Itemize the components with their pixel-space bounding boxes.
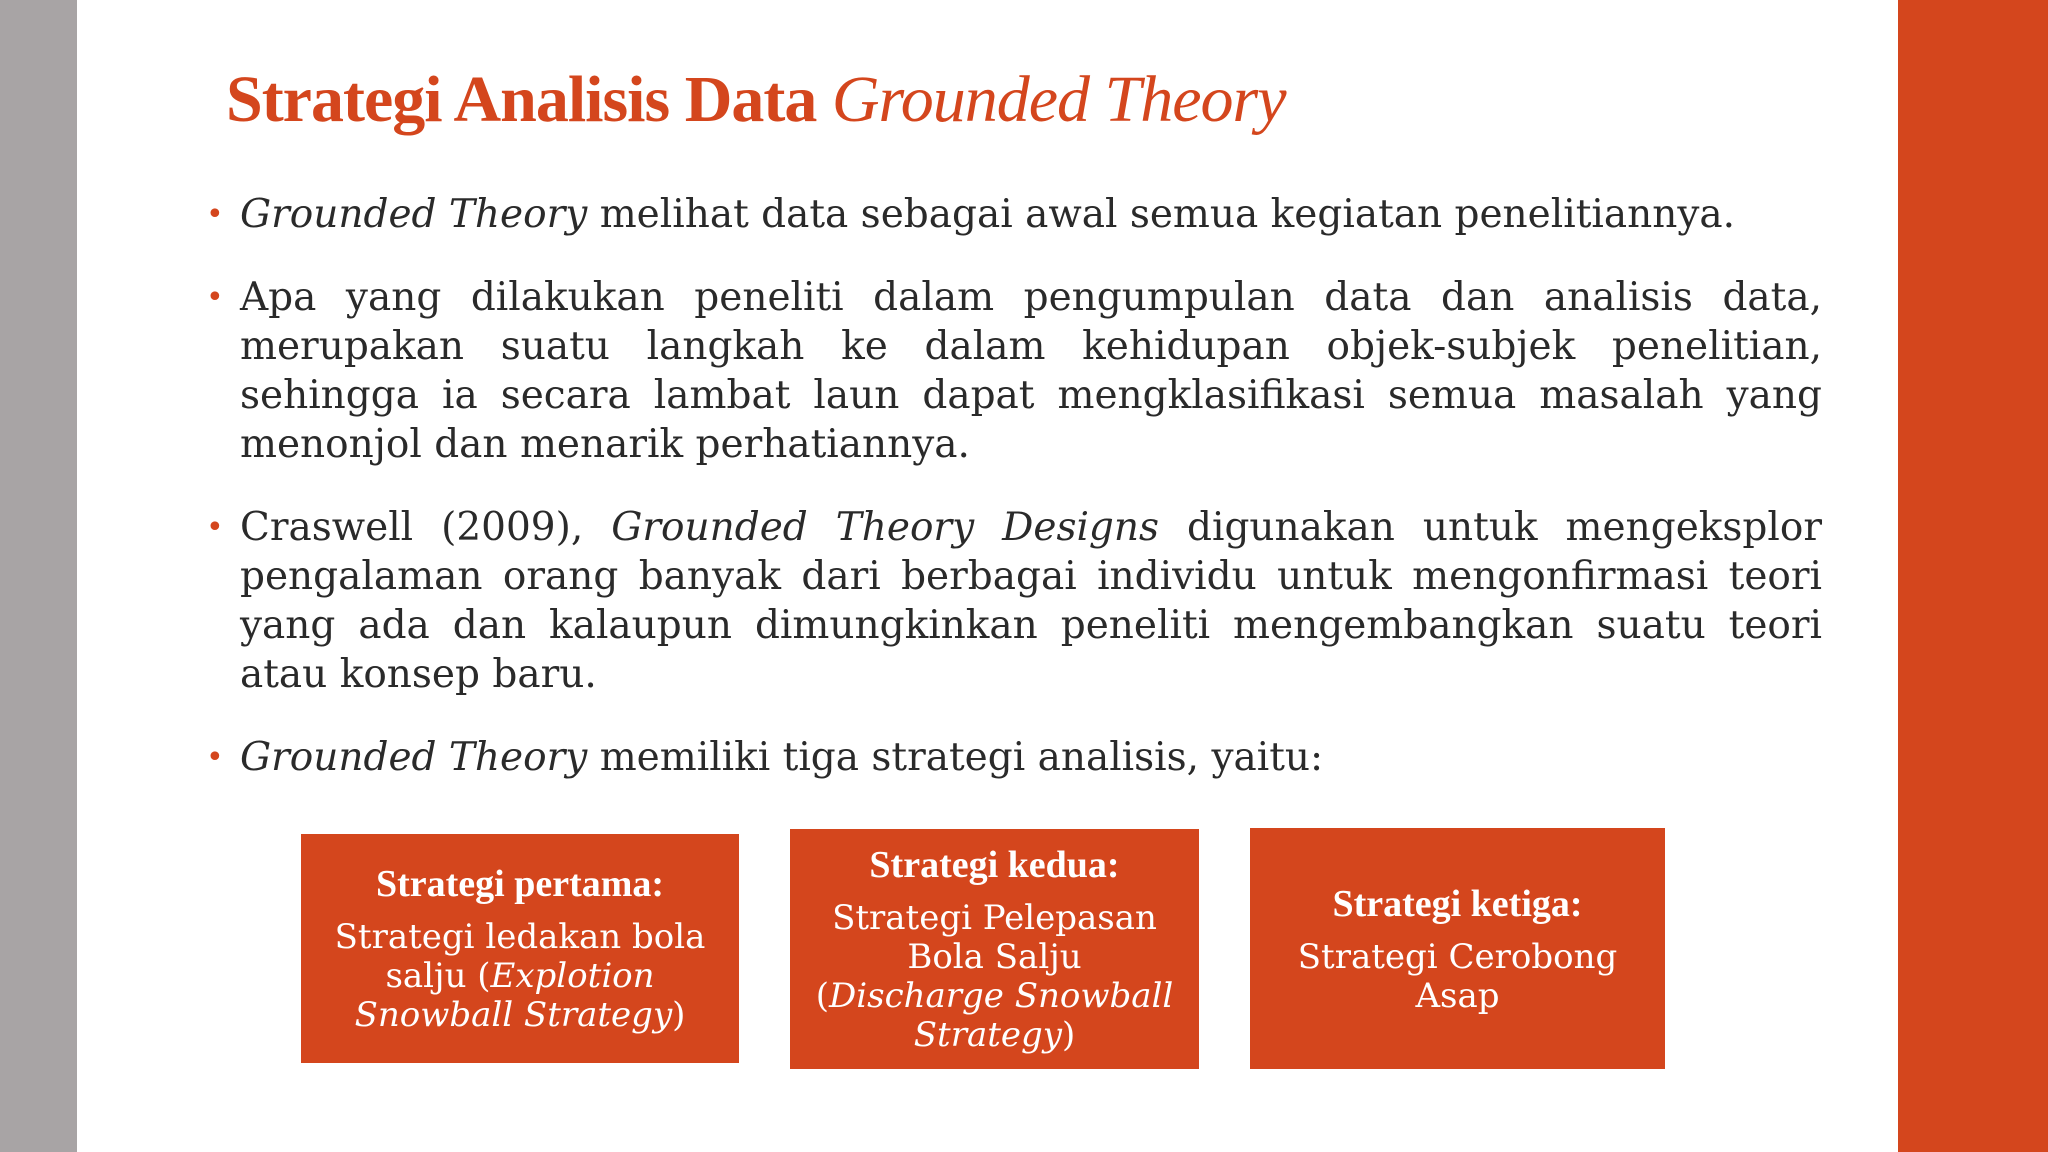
slide-title bbox=[226, 58, 1286, 142]
bullet-text: memiliki tiga strategi analisis, yaitu: bbox=[587, 735, 1324, 780]
left-gray-band bbox=[0, 0, 77, 1152]
strategy-description bbox=[1272, 938, 1643, 1016]
strategy-desc-text: ) bbox=[672, 995, 686, 1035]
strategy-desc-italic: Discharge Snowball Strategy bbox=[828, 976, 1174, 1055]
bullet-italic: Grounded Theory Designs bbox=[611, 505, 1160, 550]
strategy-description bbox=[323, 918, 717, 1035]
strategy-heading: Strategi pertama: bbox=[375, 863, 665, 905]
bullet-item bbox=[206, 733, 1822, 782]
strategy-description bbox=[812, 899, 1177, 1055]
bullet-italic-lead: Grounded Theory bbox=[240, 192, 588, 237]
bullet-item bbox=[206, 190, 1822, 239]
title-italic: Grounded Theory bbox=[831, 63, 1286, 136]
strategy-heading: Strategi kedua: bbox=[869, 844, 1120, 886]
strategy-box-third bbox=[1250, 828, 1665, 1069]
title-main: Strategi Analisis Data bbox=[226, 63, 832, 136]
strategy-desc-text: Strategi Pelepasan Bola Salju ( bbox=[815, 898, 1157, 1016]
right-orange-band bbox=[1898, 0, 2048, 1152]
strategy-desc-text: Strategi ledakan bola salju ( bbox=[334, 917, 706, 996]
strategy-box-first bbox=[301, 834, 739, 1063]
bullet-item bbox=[206, 503, 1822, 699]
strategy-heading: Strategi ketiga: bbox=[1332, 882, 1583, 925]
bullet-text: melihat data sebagai awal semua kegiatan penelitiannya. bbox=[587, 192, 1736, 237]
bullet-item bbox=[206, 273, 1822, 469]
strategy-desc-text: ) bbox=[1061, 1015, 1076, 1055]
strategy-desc-text: Strategi Cerobong Asap bbox=[1297, 936, 1618, 1016]
strategy-box-second bbox=[790, 829, 1199, 1069]
bullet-list bbox=[206, 190, 1822, 816]
bullet-text: Apa yang dilakukan peneliti dalam pengumpulan data dan analisis data, merupakan suatu langkah ke dalam kehidupan objek-subjek penelitian, sehingga ia secara lambat laun dapat mengklasifikasi semua masalah yang menonjol dan menarik perhatiannya. bbox=[240, 275, 1822, 467]
bullet-italic-lead: Grounded Theory bbox=[240, 735, 588, 780]
strategy-desc-italic: Explotion Snowball Strategy bbox=[354, 956, 673, 1035]
bullet-text: Craswell (2009), bbox=[240, 505, 612, 550]
bullet-text: digunakan untuk mengeksplor pengalaman orang banyak dari berbagai individu untuk mengonfirmasi teori yang ada dan kalaupun dimungkinkan peneliti mengembangkan suatu teori atau konsep baru. bbox=[240, 505, 1822, 697]
